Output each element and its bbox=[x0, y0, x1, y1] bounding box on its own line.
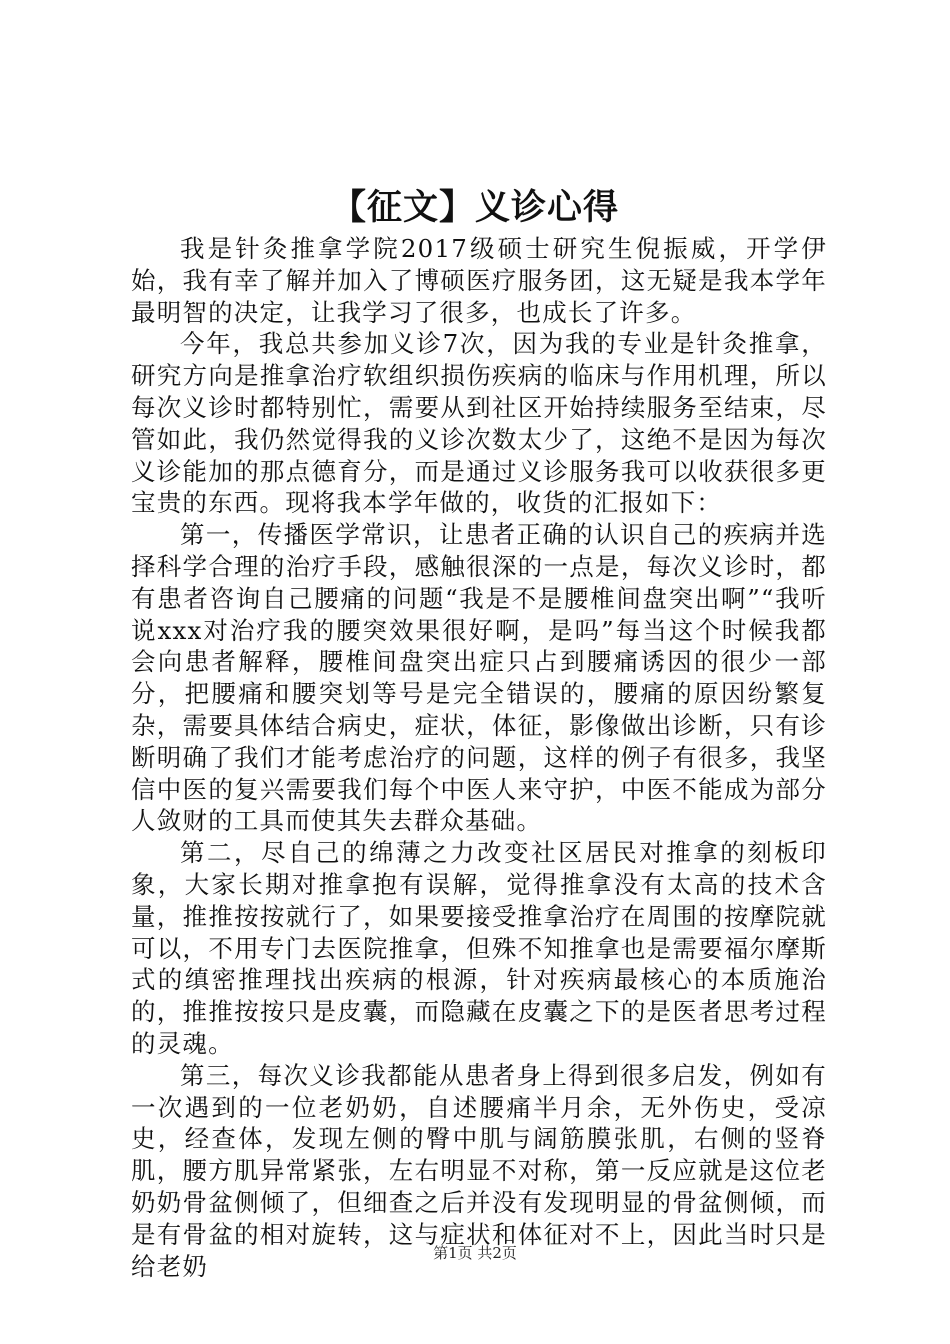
page-footer: 第1页 共2页 bbox=[433, 1244, 517, 1262]
paragraph-3: 第一，传播医学常识，让患者正确的认识自己的疾病并选择科学合理的治疗手段，感触很深的一点是，每次义诊时，都有患者咨询自己腰痛的问题“我是不是腰椎间盘突出啊”“我听说xxx对治疗我的腰突效果很好啊，是吗”每当这个时候我都会向患者解释，腰椎间盘突出症只占到腰痛诱因的很少一部分，把腰痛和腰突划等号是完全错误的，腰痛的原因纷繁复杂，需要具体结合病史，症状，体征，影像做出诊断，只有诊断明确了我们才能考虑治疗的问题，这样的例子有很多，我坚信中医的复兴需要我们每个中医人来守护，中医不能成为部分人敛财的工具而使其失去群众基础。 bbox=[131, 520, 827, 836]
paragraph-4: 第二，尽自己的绵薄之力改变社区居民对推拿的刻板印象，大家长期对推拿抱有误解，觉得推拿没有太高的技术含量，推推按按就行了，如果要接受推拿治疗在周围的按摩院就可以，不用专门去医院推拿，但殊不知推拿也是需要福尔摩斯式的缜密推理找出疾病的根源，针对疾病最核心的本质施治的，推推按按只是皮囊，而隐藏在皮囊之下的是医者思考过程的灵魂。 bbox=[131, 838, 827, 1058]
document-body bbox=[131, 233, 827, 1282]
paragraph-1: 我是针灸推拿学院2017级硕士研究生倪振威，开学伊始，我有幸了解并加入了博硕医疗服务团，这无疑是我本学年最明智的决定，让我学习了很多，也成长了许多。 bbox=[131, 234, 827, 327]
paragraph-2: 今年，我总共参加义诊7次，因为我的专业是针灸推拿，研究方向是推拿治疗软组织损伤疾病的临床与作用机理，所以每次义诊时都特别忙，需要从到社区开始持续服务至结束，尽管如此，我仍然觉得我的义诊次数太少了，这绝不是因为每次义诊能加的那点德育分，而是通过义诊服务我可以收获很多更宝贵的东西。现将我本学年做的，收货的汇报如下： bbox=[131, 329, 827, 518]
document-title: 【征文】义诊心得 bbox=[330, 188, 619, 228]
paragraph-5: 第三，每次义诊我都能从患者身上得到很多启发，例如有一次遇到的一位老奶奶，自述腰痛半月余，无外伤史，受凉史，经查体，发现左侧的臀中肌与阔筋膜张肌，右侧的竖脊肌，腰方肌异常紧张，左右明显不对称，第一反应就是这位老奶奶骨盆侧倾了，但细查之后并没有发现明显的骨盆侧倾，而是有骨盆的相对旋转，这与症状和体征对不上，因此当时只是给老奶 bbox=[131, 1060, 827, 1281]
